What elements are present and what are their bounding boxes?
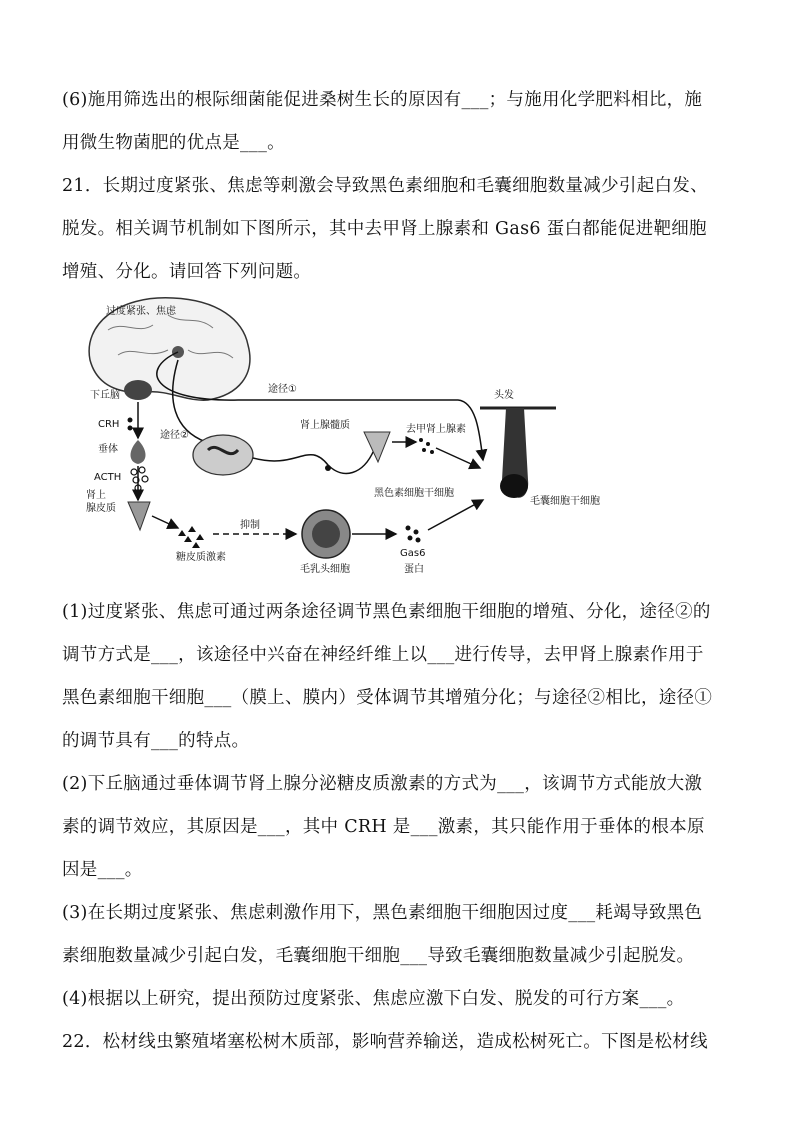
adrenal-cortex bbox=[128, 502, 150, 530]
q21-p1-line-2: 调节方式是___，该途径中兴奋在神经纤维上以___进行传导，去甲肾上腺素作用于 bbox=[62, 645, 704, 665]
q21-p3-line-2: 素细胞数量减少引起白发，毛囊细胞干细胞___导致毛囊细胞数量减少引起脱发。 bbox=[62, 946, 695, 966]
hair-label: 头发 bbox=[494, 390, 514, 401]
adrenal-medulla-label: 肾上腺髓质 bbox=[300, 420, 350, 431]
q20-6-line-2: 用微生物菌肥的优点是___。 bbox=[62, 133, 285, 153]
q21-p1-line-1: (1)过度紧张、焦虑可通过两条途径调节黑色素细胞干细胞的增殖、分化，途径②的 bbox=[62, 602, 711, 622]
pituitary-gland bbox=[131, 440, 146, 464]
adrenal-cortex-label-a: 肾上 bbox=[86, 490, 106, 501]
crh-label: CRH bbox=[98, 419, 120, 430]
glucocorticoid-label: 糖皮质激素 bbox=[176, 552, 226, 563]
melanocyte-stem-label: 黑色素细胞干细胞 bbox=[374, 488, 454, 499]
q21-p2-line-3: 因是___。 bbox=[62, 860, 143, 880]
follicle-stem-label: 毛囊细胞干细胞 bbox=[530, 496, 600, 507]
gas6-label-b: 蛋白 bbox=[404, 564, 424, 575]
q20-6-line-1: (6)施用筛选出的根际细菌能促进桑树生长的原因有___；与施用化学肥料相比，施 bbox=[62, 90, 703, 110]
pituitary-label: 垂体 bbox=[98, 444, 118, 455]
regulation-diagram bbox=[78, 290, 618, 590]
norepinephrine-label: 去甲肾上腺素 bbox=[406, 424, 466, 435]
q21-stem-line-3: 增殖、分化。请回答下列问题。 bbox=[62, 262, 312, 282]
q21-p2-line-1: (2)下丘脑通过垂体调节肾上腺分泌糖皮质激素的方式为___，该调节方式能放大激 bbox=[62, 774, 703, 794]
hypothalamus-region bbox=[124, 380, 152, 400]
q21-stem-line-2: 脱发。相关调节机制如下图所示，其中去甲肾上腺素和 Gas6 蛋白都能促进靶细胞 bbox=[62, 219, 707, 239]
q22-stem-line-1: 22．松材线虫繁殖堵塞松树木质部，影响营养输送，造成松树死亡。下图是松材线 bbox=[62, 1032, 708, 1052]
q21-p1-line-3: 黑色素细胞干细胞___（膜上、膜内）受体调节其增殖分化；与途径②相比，途径① bbox=[62, 688, 713, 708]
hypothalamus-label: 下丘脑 bbox=[90, 390, 120, 401]
q21-stem-line-1: 21．长期过度紧张、焦虑等刺激会导致黑色素细胞和毛囊细胞数量减少引起白发、 bbox=[62, 176, 708, 196]
route-1-label: 途径① bbox=[268, 384, 297, 395]
stress-label: 过度紧张、焦虑 bbox=[106, 306, 176, 317]
adrenal-cortex-label-b: 腺皮质 bbox=[86, 503, 116, 514]
gas6-label-a: Gas6 bbox=[400, 548, 426, 559]
q21-p3-line-1: (3)在长期过度紧张、焦虑刺激作用下，黑色素细胞干细胞因过度___耗竭导致黑色 bbox=[62, 903, 703, 923]
q21-p1-line-4: 的调节具有___的特点。 bbox=[62, 731, 250, 751]
dermal-papilla-label: 毛乳头细胞 bbox=[300, 564, 350, 575]
acth-label: ACTH bbox=[94, 472, 122, 483]
inhibit-label: 抑制 bbox=[240, 520, 260, 531]
spinal-cord-section bbox=[193, 435, 253, 475]
adrenal-medulla bbox=[364, 432, 390, 462]
q21-p2-line-2: 素的调节效应，其原因是___，其中 CRH 是___激素，其只能作用于垂体的根本原 bbox=[62, 817, 705, 837]
q21-p4-line-1: (4)根据以上研究，提出预防过度紧张、焦虑应激下白发、脱发的可行方案___。 bbox=[62, 989, 685, 1009]
route-2-label: 途径② bbox=[160, 430, 189, 441]
